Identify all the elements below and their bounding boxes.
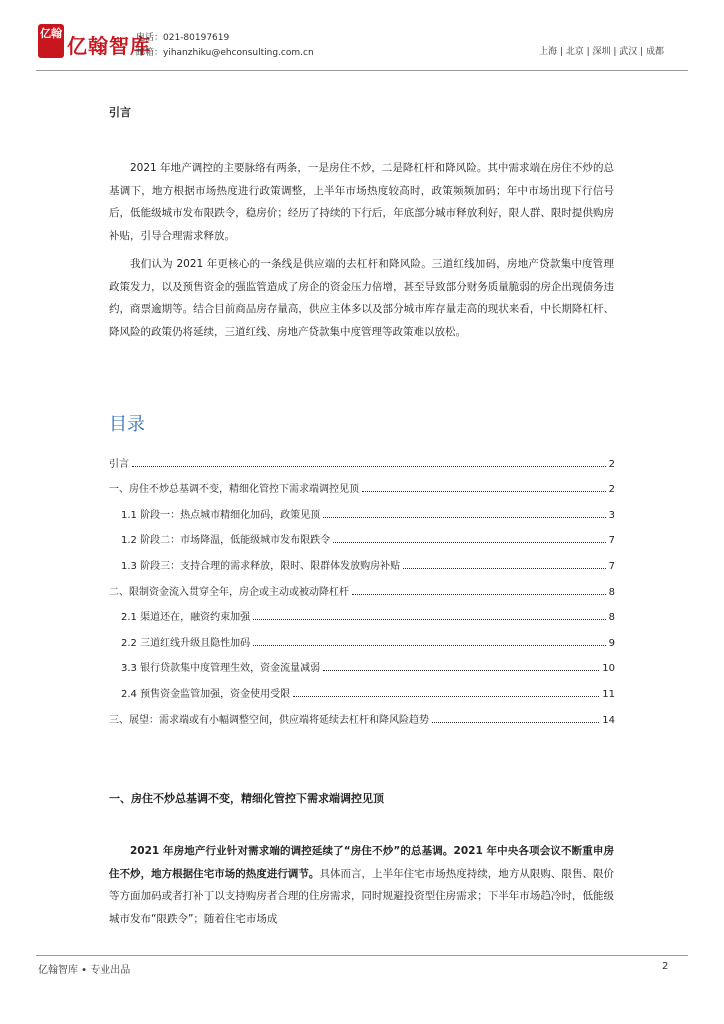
toc-entry-page: 14 — [602, 714, 615, 726]
toc-entry-page: 9 — [608, 637, 615, 649]
contact-email: 邮箱：yihanzhiku@ehconsulting.com.cn — [136, 48, 314, 58]
section-paragraph — [109, 840, 614, 936]
toc-entry-page: 2 — [608, 484, 615, 496]
toc-entry-title: 1.3 阶段三：支持合理的需求释放，限时、限群体发放购房补贴 — [121, 560, 401, 572]
table-of-contents — [109, 444, 615, 726]
toc-entry-page: 11 — [602, 688, 615, 700]
toc-entry-title: 一、房住不炒总基调不变，精细化管控下需求端调控见顶 — [109, 484, 359, 496]
toc-entry-title: 二、限制资金流入贯穿全年，房企或主动或被动降杠杆 — [109, 586, 349, 598]
toc-entry-title: 2.1 渠道还在，融资约束加强 — [121, 612, 251, 624]
brand-logo-icon: 亿翰 — [38, 24, 64, 58]
toc-entry-title: 2.4 预售资金监管加强，资金使用受限 — [121, 688, 291, 700]
toc-entry-title: 3.3 银行贷款集中度管理生效，资金流量减弱 — [121, 663, 321, 675]
toc-entry-title: 1.1 阶段一：热点城市精细化加码，政策见顶 — [121, 509, 321, 521]
header-divider — [36, 70, 688, 71]
toc-entry[interactable] — [109, 674, 615, 700]
intro-paragraph-2: 我们认为 2021 年更核心的一条线是供应端的去杠杆和降风险。三道红线加码，房地产贷款集中度管理政策发力，以及预售资金的强监管造成了房企的资金压力倍增，甚至导致部分财务质量脆弱的房企出现债务违约，商票逾期等。结合目前商品房存量高，供应主体多以及部分城市库存量走高的现状来看，中长期降杠杆、降风险的政策仍将延续，三道红线、房地产贷款集中度管理等政策难以放松。 — [109, 258, 614, 338]
toc-dot-leader — [333, 541, 606, 543]
toc-title: 目录 — [109, 414, 145, 435]
contact-phone: 电话：021-80197619 — [136, 33, 230, 43]
toc-entry-title: 三、展望：需求端或有小幅调整空间，供应端将延续去杠杆和降风险趋势 — [109, 714, 429, 726]
toc-entry[interactable] — [109, 598, 615, 624]
contact-info — [136, 31, 314, 61]
toc-dot-leader — [253, 644, 606, 646]
brand-name: 亿翰智库 — [67, 34, 151, 58]
toc-dot-leader — [293, 695, 599, 697]
intro-heading: 引言 — [109, 106, 131, 119]
intro-paragraph-1: 2021 年地产调控的主要脉络有两条，一是房住不炒，二是降杠杆和降风险。其中需求端在房住不炒的总基调下，地方根据市场热度进行政策调整，上半年市场热度较高时，政策频频加码；年中市场出现下行信号后，低能级城市发布限跌令，稳房价；经历了持续的下行后，年底部分城市释放利好，限人群、限时提供购房补贴，引导合理需求释放。 — [109, 162, 614, 242]
toc-dot-leader — [132, 465, 606, 467]
toc-entry[interactable] — [109, 649, 615, 675]
toc-entry-page: 8 — [608, 612, 615, 624]
office-cities: 上海 | 北京 | 深圳 | 武汉 | 成都 — [538, 47, 664, 57]
toc-entry-page: 2 — [608, 458, 615, 470]
toc-entry-page: 3 — [608, 509, 615, 521]
toc-entry-title: 2.2 三道红线升级且隐性加码 — [121, 637, 251, 649]
section-heading: 一、房住不炒总基调不变，精细化管控下需求端调控见顶 — [109, 792, 384, 805]
footer-divider — [36, 955, 688, 956]
toc-entry-title: 1.2 阶段二：市场降温，低能级城市发布限跌令 — [121, 535, 331, 547]
toc-entry-page: 7 — [608, 560, 615, 572]
toc-entry[interactable] — [109, 470, 615, 496]
toc-dot-leader — [253, 618, 606, 620]
toc-dot-leader — [432, 721, 599, 723]
section-paragraph-text: 具体而言，上半年住宅市场热度持续，地方从限购、限售、限价等方面加码或者打补丁以支持购房者合理的住房需求，同时规避投资型住房需求；下半年市场趋冷时，低能级城市发布“限跌令”；随着住宅市场成 — [109, 867, 614, 925]
toc-entry[interactable] — [109, 572, 615, 598]
toc-entry[interactable] — [109, 546, 615, 572]
toc-entry-page: 7 — [608, 535, 615, 547]
toc-dot-leader — [323, 516, 606, 518]
toc-dot-leader — [403, 567, 606, 569]
toc-entry[interactable] — [109, 495, 615, 521]
footer-brand: 亿翰智库 • 专业出品 — [38, 965, 131, 976]
toc-entry-page: 10 — [602, 663, 615, 675]
toc-entry[interactable] — [109, 444, 615, 470]
toc-entry-title: 引言 — [109, 458, 129, 470]
page-number: 2 — [662, 961, 669, 972]
toc-dot-leader — [323, 669, 599, 671]
toc-dot-leader — [362, 490, 606, 492]
toc-entry-page: 8 — [608, 586, 615, 598]
toc-dot-leader — [352, 593, 606, 595]
section-paragraph-bold: 2021 年房地产行业针对需求端的调控延续了“房住不炒”的总基调。2021 年中央各项会议不断重申房住不炒，地方根据住宅市场的热度进行调节。 — [109, 845, 614, 880]
toc-entry[interactable] — [109, 623, 615, 649]
toc-entry[interactable] — [109, 700, 615, 726]
page-header — [0, 0, 724, 76]
toc-entry[interactable] — [109, 521, 615, 547]
